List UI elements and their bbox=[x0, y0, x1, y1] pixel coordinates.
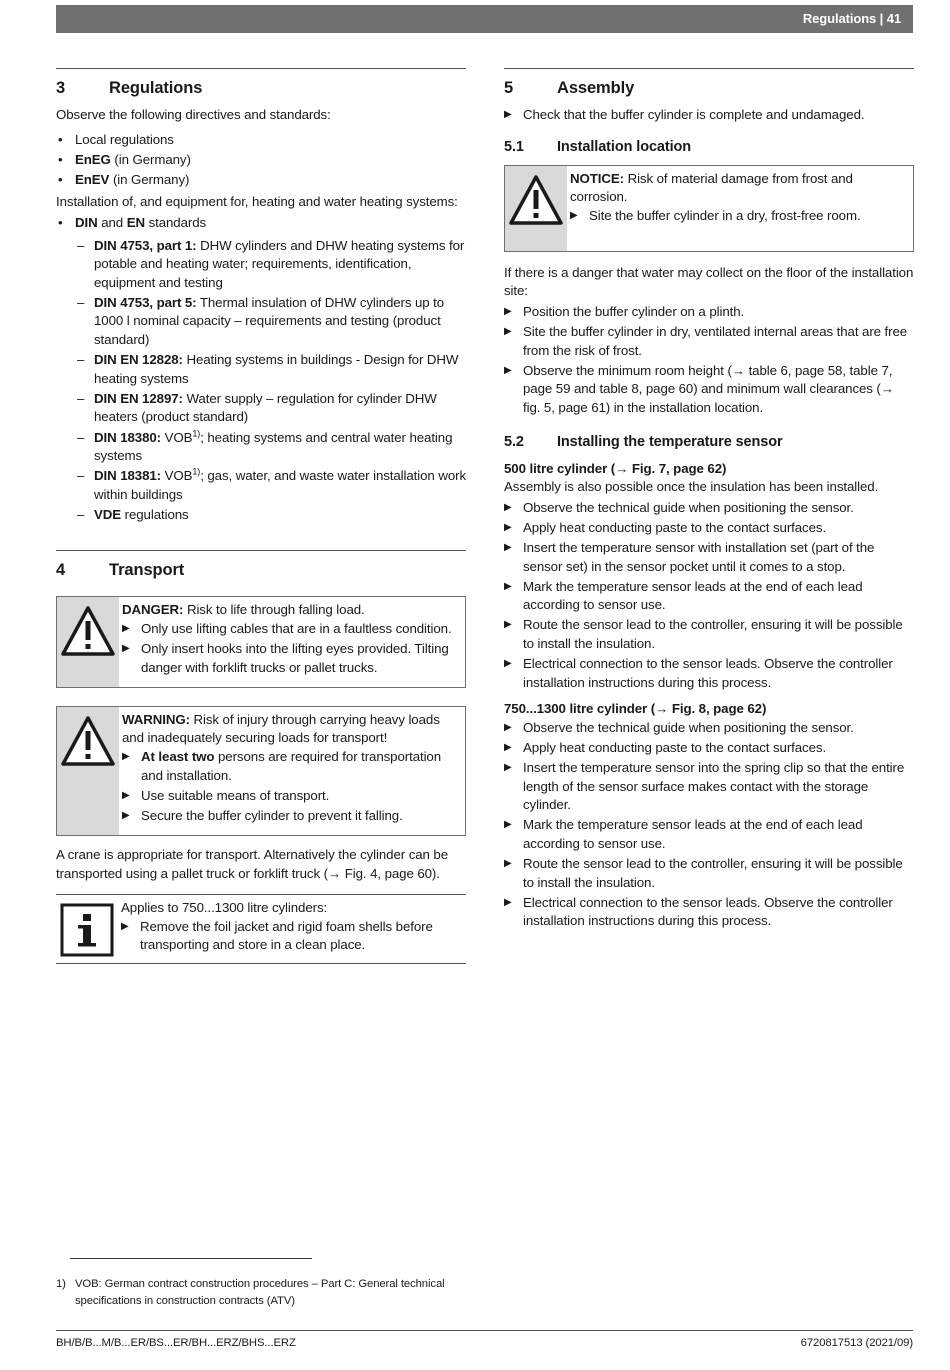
footnote bbox=[56, 1276, 476, 1309]
header-title: Regulations | 41 bbox=[802, 11, 901, 26]
list-item: – DIN 4753, part 5: Thermal insulation of DHW cylinders up to 1000 l nominal capacity – requirements and testing (product standard) bbox=[75, 294, 466, 350]
step-item: ▶ Position the buffer cylinder on a plinth. bbox=[504, 303, 914, 322]
info-icon bbox=[60, 903, 114, 957]
location-paragraph: If there is a danger that water may collect on the floor of the installation site: bbox=[504, 264, 914, 299]
regulations-intro: Observe the following directives and standards: bbox=[56, 107, 331, 122]
info-icon-column bbox=[56, 895, 118, 963]
footer-model-codes: BH/B/B...M/B...ER/BS...ER/BH...ERZ/BHS...ERZ bbox=[56, 1337, 296, 1349]
crane-paragraph: A crane is appropriate for transport. Alternatively the cylinder can be transported using a pallet truck or forklift truck (→ Fig. 4, page 60). bbox=[56, 846, 449, 881]
regulations-list bbox=[56, 131, 466, 190]
step-item: ▶ Mark the temperature sensor leads at the end of each lead according to sensor use. bbox=[504, 816, 914, 853]
step-item: ▶ Apply heat conducting paste to the contact surfaces. bbox=[504, 519, 914, 538]
left-column bbox=[56, 68, 466, 964]
info-box bbox=[56, 894, 466, 964]
list-item: – VDE regulations bbox=[75, 506, 466, 525]
right-column bbox=[504, 68, 914, 932]
list-item: – DIN EN 12897: Water supply – regulation for cylinder DHW heaters (product standard) bbox=[75, 390, 466, 427]
steps-500-litre bbox=[504, 499, 914, 692]
warning-box bbox=[56, 706, 466, 836]
footnote-ref[interactable]: 1) bbox=[192, 428, 201, 439]
step-item: ▶ Observe the technical guide when positioning the sensor. bbox=[504, 499, 914, 518]
assembly-steps bbox=[504, 106, 914, 125]
step-item: ▶ Electrical connection to the sensor leads. Observe the controller installation instructions during this process. bbox=[504, 655, 914, 692]
section-title: Transport bbox=[109, 561, 185, 580]
section-5-heading bbox=[504, 69, 914, 98]
list-item: – DIN 18381: VOB$^{1)}$; gas, water, and waste water installation work within buildings bbox=[75, 467, 466, 504]
step-item: ▶ Electrical connection to the sensor leads. Observe the controller installation instructions during this process. bbox=[504, 894, 914, 931]
step-item: ▶ Remove the foil jacket and rigid foam shells before transporting and store in a clean place. bbox=[121, 918, 462, 955]
step-item: ▶ Observe the minimum room height (→ table 6, page 58, table 7, page 59 and table 8, page 60) and minimum wall clearances (→ fig. 5, page 61) in the installation location. bbox=[504, 362, 914, 418]
list-item: • Local regulations bbox=[56, 131, 466, 150]
din-standards-list bbox=[75, 237, 466, 525]
danger-box bbox=[56, 596, 466, 687]
step-item: ▶ Site the buffer cylinder in a dry, frost-free room. bbox=[570, 207, 909, 226]
steps-750-1300-litre bbox=[504, 719, 914, 931]
step-item: ▶ Use suitable means of transport. bbox=[122, 787, 461, 806]
notice-steps bbox=[570, 207, 909, 226]
subheading-750-1300-litre: 750...1300 litre cylinder (→ Fig. 8, page 62) bbox=[504, 701, 767, 717]
installation-intro: Installation of, and equipment for, heating and water heating systems: bbox=[56, 194, 458, 210]
step-item: ▶ Insert the temperature sensor into the spring clip so that the entire length of the sensor surface makes contact with the storage cylinder. bbox=[504, 759, 914, 815]
paragraph-500-litre: Assembly is also possible once the insulation has been installed. bbox=[504, 479, 879, 495]
list-item: • DIN and EN standards bbox=[56, 214, 466, 233]
section-title: Regulations bbox=[109, 79, 203, 97]
footnote-number: 1) bbox=[56, 1278, 66, 1290]
info-steps bbox=[121, 918, 462, 955]
step-item: ▶ Insert the temperature sensor with installation set (part of the sensor set) in the sensor pocket until it comes to a stop. bbox=[504, 539, 914, 576]
section-number: 4 bbox=[56, 561, 66, 580]
footnote-ref[interactable]: 1) bbox=[192, 466, 201, 477]
notice-icon-column bbox=[505, 166, 567, 251]
danger-text: DANGER: Risk to life through falling load. bbox=[122, 602, 365, 618]
section-3-heading bbox=[56, 69, 466, 98]
step-item: ▶ Check that the buffer cylinder is complete and undamaged. bbox=[504, 106, 914, 125]
step-item: ▶ Site the buffer cylinder in dry, ventilated internal areas that are free from the risk of frost. bbox=[504, 323, 914, 360]
warning-icon-column bbox=[57, 707, 119, 835]
step-item: ▶ Observe the technical guide when positioning the sensor. bbox=[504, 719, 914, 738]
section-4-heading bbox=[56, 551, 466, 580]
danger-steps bbox=[122, 620, 461, 677]
warning-triangle-icon bbox=[60, 605, 116, 657]
list-item: • EnEG (in Germany) bbox=[56, 151, 466, 170]
footer-doc-number: 6720817513 (2021/09) bbox=[800, 1337, 913, 1349]
location-steps bbox=[504, 303, 914, 418]
footer-divider bbox=[56, 1330, 913, 1331]
notice-text: NOTICE: Risk of material damage from frost and corrosion. bbox=[570, 170, 853, 205]
step-item: ▶ Route the sensor lead to the controller, ensuring it will be possible to install the insulation. bbox=[504, 855, 914, 892]
step-item: ▶ Secure the buffer cylinder to prevent it falling. bbox=[122, 807, 461, 826]
subheading-500-litre: 500 litre cylinder (→ Fig. 7, page 62) bbox=[504, 460, 727, 476]
step-item: ▶ Only insert hooks into the lifting eyes provided. Tilting danger with forklift trucks or pallet trucks. bbox=[122, 640, 461, 677]
footnote-text: VOB: German contract construction procedures – Part C: General technical specifications in construction contracts (ATV) bbox=[75, 1278, 445, 1307]
page-header bbox=[56, 5, 913, 33]
step-item: ▶ Mark the temperature sensor leads at the end of each lead according to sensor use. bbox=[504, 578, 914, 615]
list-item: – DIN 18380: VOB$^{1)}$; heating systems and central water heating systems bbox=[75, 429, 466, 466]
section-number: 3 bbox=[56, 79, 66, 97]
section-title: Assembly bbox=[557, 79, 635, 97]
list-item: • EnEV (in Germany) bbox=[56, 171, 466, 190]
step-item: ▶ At least two persons are required for transportation and installation. bbox=[122, 748, 461, 785]
info-text: Applies to 750...1300 litre cylinders: bbox=[121, 900, 328, 916]
subsection-5-2-heading: 5.2 Installing the temperature sensor bbox=[504, 433, 783, 450]
danger-icon-column bbox=[57, 597, 119, 686]
warning-text: WARNING: Risk of injury through carrying heavy loads and inadequately securing loads for transport! bbox=[122, 711, 440, 746]
warning-triangle-icon bbox=[508, 174, 564, 226]
list-item: – DIN EN 12828: Heating systems in buildings - Design for DHW heating systems bbox=[75, 351, 466, 388]
standards-list bbox=[56, 214, 466, 233]
step-item: ▶ Only use lifting cables that are in a faultless condition. bbox=[122, 620, 461, 639]
step-item: ▶ Route the sensor lead to the controller, ensuring it will be possible to install the insulation. bbox=[504, 616, 914, 653]
warning-steps bbox=[122, 748, 461, 825]
notice-box bbox=[504, 165, 914, 252]
warning-triangle-icon bbox=[60, 715, 116, 767]
list-item: – DIN 4753, part 1: DHW cylinders and DHW heating systems for potable and heating water; requirements, identification, equipment and testing bbox=[75, 237, 466, 293]
section-number: 5 bbox=[504, 79, 514, 97]
footnote-divider bbox=[70, 1258, 312, 1259]
subsection-5-1-heading: 5.1 Installation location bbox=[504, 138, 692, 155]
step-item: ▶ Apply heat conducting paste to the contact surfaces. bbox=[504, 739, 914, 758]
